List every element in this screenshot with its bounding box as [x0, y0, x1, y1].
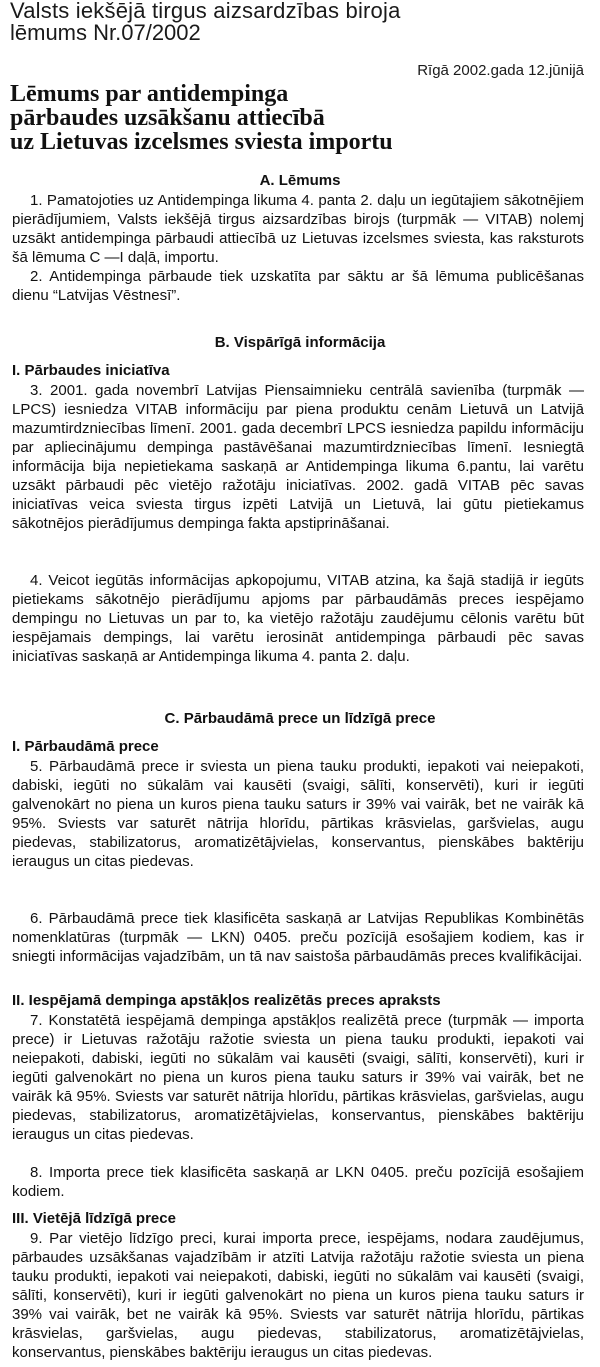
title-line-1: Lēmums par antidempinga [10, 81, 289, 107]
paragraph-8: 8. Importa prece tiek klasificēta saskaņā ar LKN 0405. preču pozīcijā esošajiem kodiem. [12, 1164, 584, 1200]
section-b-heading: B. Vispārīgā informācija [214, 334, 386, 351]
title-line-2: pārbaudes uzsākšanu attiecībā [10, 105, 325, 131]
document-title [10, 82, 570, 154]
paragraph-4: 4. Veicot iegūtās informācijas apkopojumu, VITAB atzina, ka šajā stadijā ir iegūts pietiekams sākotnējo pierādījumu apjoms par pārbaudāmās preces iespējamo dempingu no Lietuvas un par to, ka vietējo ražotāju zaudējumu cēlonis varētu būt iespējamais dempings, lai varētu ierosināt antidempinga pārbaudi pēc savas iniciatīvas saskaņā ar Antidempinga likuma 4. panta 2. daļu. [12, 572, 584, 665]
subsection-c2-heading: II. Iespējamā dempinga apstākļos realizētās preces apraksts [12, 992, 441, 1009]
section-c-heading: C. Pārbaudāmā prece un līdzīgā prece [164, 710, 436, 727]
paragraph-7: 7. Konstatētā iespējamā dempinga apstākļos realizētā prece (turpmāk — importa prece) ir Lietuvas ražotāju ražotie sviesta un piena tauku produkti, iepakoti vai neiepakoti, dabiski, iegūti no sūkalām vai kausēti (svaigi, sālīti, konservēti), kuri ir iegūti galvenokārt no piena un kuros piena tauku saturs ir 39% vai vairāk, bet ne vairāk kā 95%. Sviests var saturēt nātrija hlorīdu, pārtikas krāsvielas, garšvielas, augu piedevas, stabilizatorus, aromatizētājvielas, konservantus, pienskābes baktēriju ieraugus un citas piedevas. [12, 1012, 584, 1143]
paragraph-1: 1. Pamatojoties uz Antidempinga likuma 4. panta 2. daļu un iegūtajiem sākotnējiem pierādījumiem, Valsts iekšējā tirgus aizsardzības birojs (turpmāk — VITAB) nolemj uzsākt antidempinga pārbaudi attiecībā uz Lietuvas izcelsmes sviesta, kas raksturots šā lēmuma C —I daļā, importu. [12, 192, 584, 266]
paragraph-3: 3. 2001. gada novembrī Latvijas Piensaimnieku centrālā savienība (turpmāk — LPCS) iesniedza VITAB informāciju par piena produktu cenām Lietuvā un Latvijā mazumtirdzniecības līmenī. 2001. gada decembrī LPCS iesniedza papildu informāciju par apliecinājumu dempinga pastāvēšanai mazumtirdzniecības līmenī. Iesniegtā informācija bija nepietiekama saskaņā ar Antidempinga likuma 6.pantu, lai varētu uzsākt pārbaudi pēc vietējo ražotāju iniciatīvas. 2002. gadā VITAB pēc savas iniciatīvas veica sviesta tirgus izpēti Latvijā un Lietuvā, lai gūtu pietiekamus sākotnējos pierādījumus dempinga fakta apstiprināšanai. [12, 382, 584, 532]
section-a-heading: A. Lēmums [259, 172, 341, 189]
place-date: Rīgā 2002.gada 12.jūnijā [417, 62, 584, 79]
paragraph-5: 5. Pārbaudāmā prece ir sviesta un piena tauku produkti, iepakoti vai neiepakoti, dabiski, iegūti no sūkalām vai kausēti (svaigi, sālīti, konservēti), kuri ir iegūti galvenokārt no piena un kuros piena tauku saturs ir 39% vai vairāk, bet ne vairāk kā 95%. Sviests var saturēt nātrija hlorīdu, pārtikas krāsvielas, garšvielas, augu piedevas, stabilizatorus, aromatizētājvielas, konservantus, pienskābes baktēriju ieraugus un citas piedevas. [12, 758, 584, 870]
institution-name: Valsts iekšējā tirgus aizsardzības biroja [10, 0, 401, 23]
paragraph-2: 2. Antidempinga pārbaude tiek uzskatīta par sāktu ar šā lēmuma publicēšanas dienu “Latvijas Vēstnesī”. [12, 268, 584, 304]
paragraph-9: 9. Par vietējo līdzīgo preci, kurai importa prece, iespējams, nodara zaudējumus, pārbaudes uzsākšanas vajadzībām ir atzīti Latvija ražotāju ražotie sviesta un piena tauku produkti, iepakoti vai neiepakoti, dabiski, iegūti no sūkalām vai kausēti (svaigi, sālīti, konservēti), kuri ir iegūti galvenokārt no piena un kuros piena tauku saturs ir 39% vai vairāk, bet ne vairāk kā 95%. Sviests var saturēt nātrija hlorīdu, pārtikas krāsvielas, garšvielas, augu piedevas, stabilizatorus, aromatizētājvielas, konservantus, pienskābes baktēriju ieraugus un citas piedevas. [12, 1230, 584, 1361]
title-line-3: uz Lietuvas izcelsmes sviesta importu [10, 129, 393, 155]
subsection-c3-heading: III. Vietējā līdzīgā prece [12, 1210, 176, 1227]
subsection-c1-heading: I. Pārbaudāmā prece [12, 738, 159, 755]
decision-number: lēmums Nr.07/2002 [10, 20, 201, 45]
paragraph-6: 6. Pārbaudāmā prece tiek klasificēta saskaņā ar Latvijas Republikas Kombinētās nomenklatūras (turpmāk — LKN) 0405. preču pozīcijā esošajiem kodiem, kas ir sniegti informācijas vajadzībām, un tā nav saistoša pārbaudāmās preces kvalifikācijai. [12, 910, 584, 965]
subsection-b1-heading: I. Pārbaudes iniciatīva [12, 362, 170, 379]
